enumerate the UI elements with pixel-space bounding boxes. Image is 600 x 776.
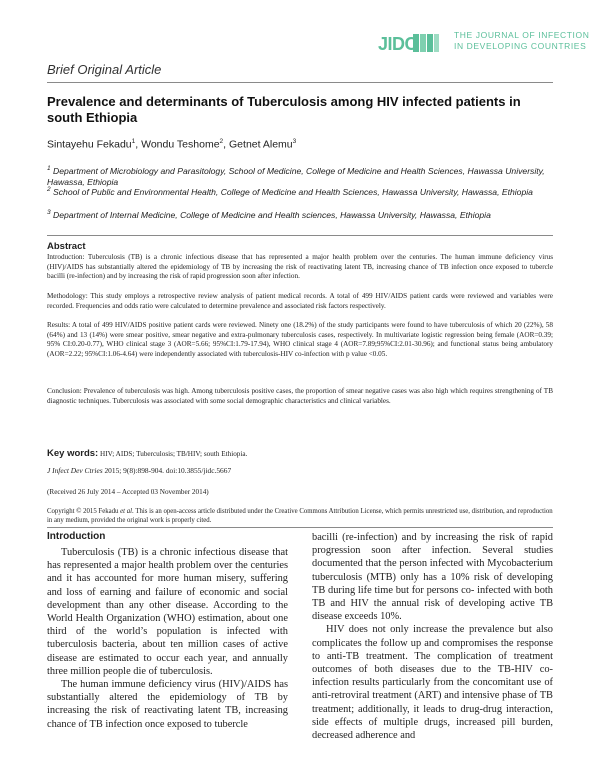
keywords bbox=[47, 448, 247, 459]
citation-details: 2015; 9(8):898-904. doi:10.3855/jidc.5667 bbox=[104, 466, 232, 475]
affiliation-sup: 2 bbox=[47, 186, 51, 193]
introduction-heading: Introduction bbox=[47, 531, 106, 542]
header-divider bbox=[47, 82, 553, 83]
author-name: Sintayehu Fekadu bbox=[47, 138, 132, 151]
copyright-etal: et al bbox=[120, 508, 133, 515]
citation bbox=[47, 466, 231, 475]
body-paragraph: HIV does not only increase the prevalence but also complicates the follow up and compromises the response to anti-TB treatment. The complication of treatment outcomes of both diseases due to the TB-HIV co-infection results particularly from the concomitant use of anti-retroviral treatment (ART) and intensive phase of TB treatment; additionally, it leads to drug-drug interaction, side effects of multiple drugs, increased pill burden, decreased adherence and bbox=[312, 624, 553, 742]
introduction-right-column bbox=[312, 531, 553, 742]
abstract-conclusion: Conclusion: Prevalence of tuberculosis was high. Among tuberculosis positive cases, the proportion of smear negative cases was also high which requires strengthening of TB diagnostic techniques. Tuberculosis was associated with some social demographic characteristics and clinical variables. bbox=[47, 387, 553, 405]
journal-name-line2: IN DEVELOPING COUNTRIES bbox=[454, 41, 587, 51]
introduction-left-column bbox=[47, 546, 288, 731]
article-type: Brief Original Article bbox=[47, 62, 162, 77]
abstract-heading: Abstract bbox=[47, 241, 86, 252]
affiliation-text: Department of Microbiology and Parasitology, School of Medicine, College of Medicine and Health Sciences, Hawassa University, Hawassa, Ethiopia bbox=[47, 165, 545, 187]
author-name: Getnet Alemu bbox=[229, 138, 293, 151]
author-sup: 1 bbox=[131, 138, 136, 145]
abstract-results: Results: A total of 499 HIV/AIDS positive patient cards were reviewed. Ninety one (18.2%) of the study participants were found to have tuberculosis of which 20 (22%), 58 (64%) and 13 (14%) were smear positive, smear negative and extra-pulmonary tuberculosis cases, respectively. In multivariate logistic regression being female (AOR=0.39; 95% CI:0.20-0.77), WHO clinical stage 3 (AOR=5.66; 95%CI:1.79-17.94), WHO clinical stage 4 (AOR=7.89;95%CI:2.01-30.96); and functional status being ambulatory (AOR=2.22; 95%CI:1.06-4.64) were independently associated with tuberculosis-HIV co-infection with p value <0.05. bbox=[47, 321, 553, 358]
keywords-text: HIV; AIDS; Tuberculosis; TB/HIV; south Ethiopia. bbox=[100, 450, 248, 458]
affiliation-3 bbox=[47, 207, 553, 221]
affiliation-sup: 1 bbox=[47, 165, 51, 172]
journal-name bbox=[454, 30, 589, 52]
body-paragraph: Tuberculosis (TB) is a chronic infectious disease that has represented a major health problem over the centuries and it has accounted for more human misery, suffering and loss of earning and failure of economic and social development than any other disease. According to the World Health Organization (WHO) estimation, about one third of the world’s population is infected with tuberculosis bacteria, about ten million cases of active disease are estimated to occur each year, and annually three million people die of tuberculosis. bbox=[47, 547, 288, 677]
affiliation-text: Department of Internal Medicine, College of Medicine and Health sciences, Hawassa University, Hawassa, Ethiopia bbox=[53, 209, 491, 220]
body-paragraph: The human immune deficiency virus (HIV)/AIDS has substantially altered the epidemiology of TB by increasing the risk of reactivating latent TB, increasing chance of TB infection once exposed to tubercle bbox=[47, 679, 288, 730]
abstract-top-divider bbox=[47, 235, 553, 236]
keywords-label: Key words: bbox=[47, 448, 99, 459]
article-title: Prevalence and determinants of Tuberculosis among HIV infected patients in south Ethiopia bbox=[47, 94, 521, 125]
copyright-prefix: Copyright © 2015 Fekadu bbox=[47, 508, 121, 515]
author-sup: 2 bbox=[219, 138, 224, 145]
abstract-introduction: Introduction: Tuberculosis (TB) is a chronic infectious disease that has represented a major health problem over the centuries. The human immune deficiency virus (HIV)/AIDS has substantially altered the epidemiology of TB by increasing the risk of reactivating latent TB, increasing chance of TB infection once exposed to tubercle bacilli (re-infection) and by increasing the risk of rapid progression soon after infection. bbox=[47, 253, 553, 281]
body-paragraph: bacilli (re-infection) and by increasing the risk of rapid progression soon after infection. Several studies documented that the person infected with Mycobacterium tuberculosis (MTB) only has a 10% risk of developing TB during life time but for persons co- infected with both TB and HIV the annual risk of developing active TB disease exceeds 10%. bbox=[312, 532, 553, 623]
author-sep: , bbox=[135, 138, 142, 151]
abstract-methodology: Methodology: This study employs a retrospective review analysis of patient medical records. A total of 499 HIV/AIDS patient cards were reviewed and variables were recorded. Frequencies and odds ratio were calculated to determine prevalence and associated risk factors respectively. bbox=[47, 292, 553, 310]
affiliation-2 bbox=[47, 184, 553, 198]
author-sep: , bbox=[223, 138, 230, 151]
copyright-suffix: . This is an open-access article distributed under the Creative Commons Attribution License, which permits unrestricted use, distribution, and reproduction in any medium, provided the original work is properly cited. bbox=[47, 508, 553, 525]
citation-journal: J Infect Dev Ctries bbox=[47, 466, 103, 475]
author-name: Wondu Teshome bbox=[141, 138, 220, 151]
received-dates: (Received 26 July 2014 – Accepted 03 November 2014) bbox=[47, 488, 209, 496]
body-divider bbox=[47, 527, 553, 528]
author-list bbox=[47, 138, 296, 151]
journal-name-line1: THE JOURNAL OF INFECTION bbox=[454, 30, 590, 40]
author-sup: 3 bbox=[292, 138, 297, 145]
journal-logo-letters: JIDC bbox=[378, 34, 418, 54]
copyright-notice bbox=[47, 507, 553, 526]
affiliation-sup: 3 bbox=[47, 209, 51, 216]
affiliation-text: School of Public and Environmental Health, College of Medicine and Health Sciences, Hawassa University, Hawassa, Ethiopia bbox=[53, 186, 533, 197]
